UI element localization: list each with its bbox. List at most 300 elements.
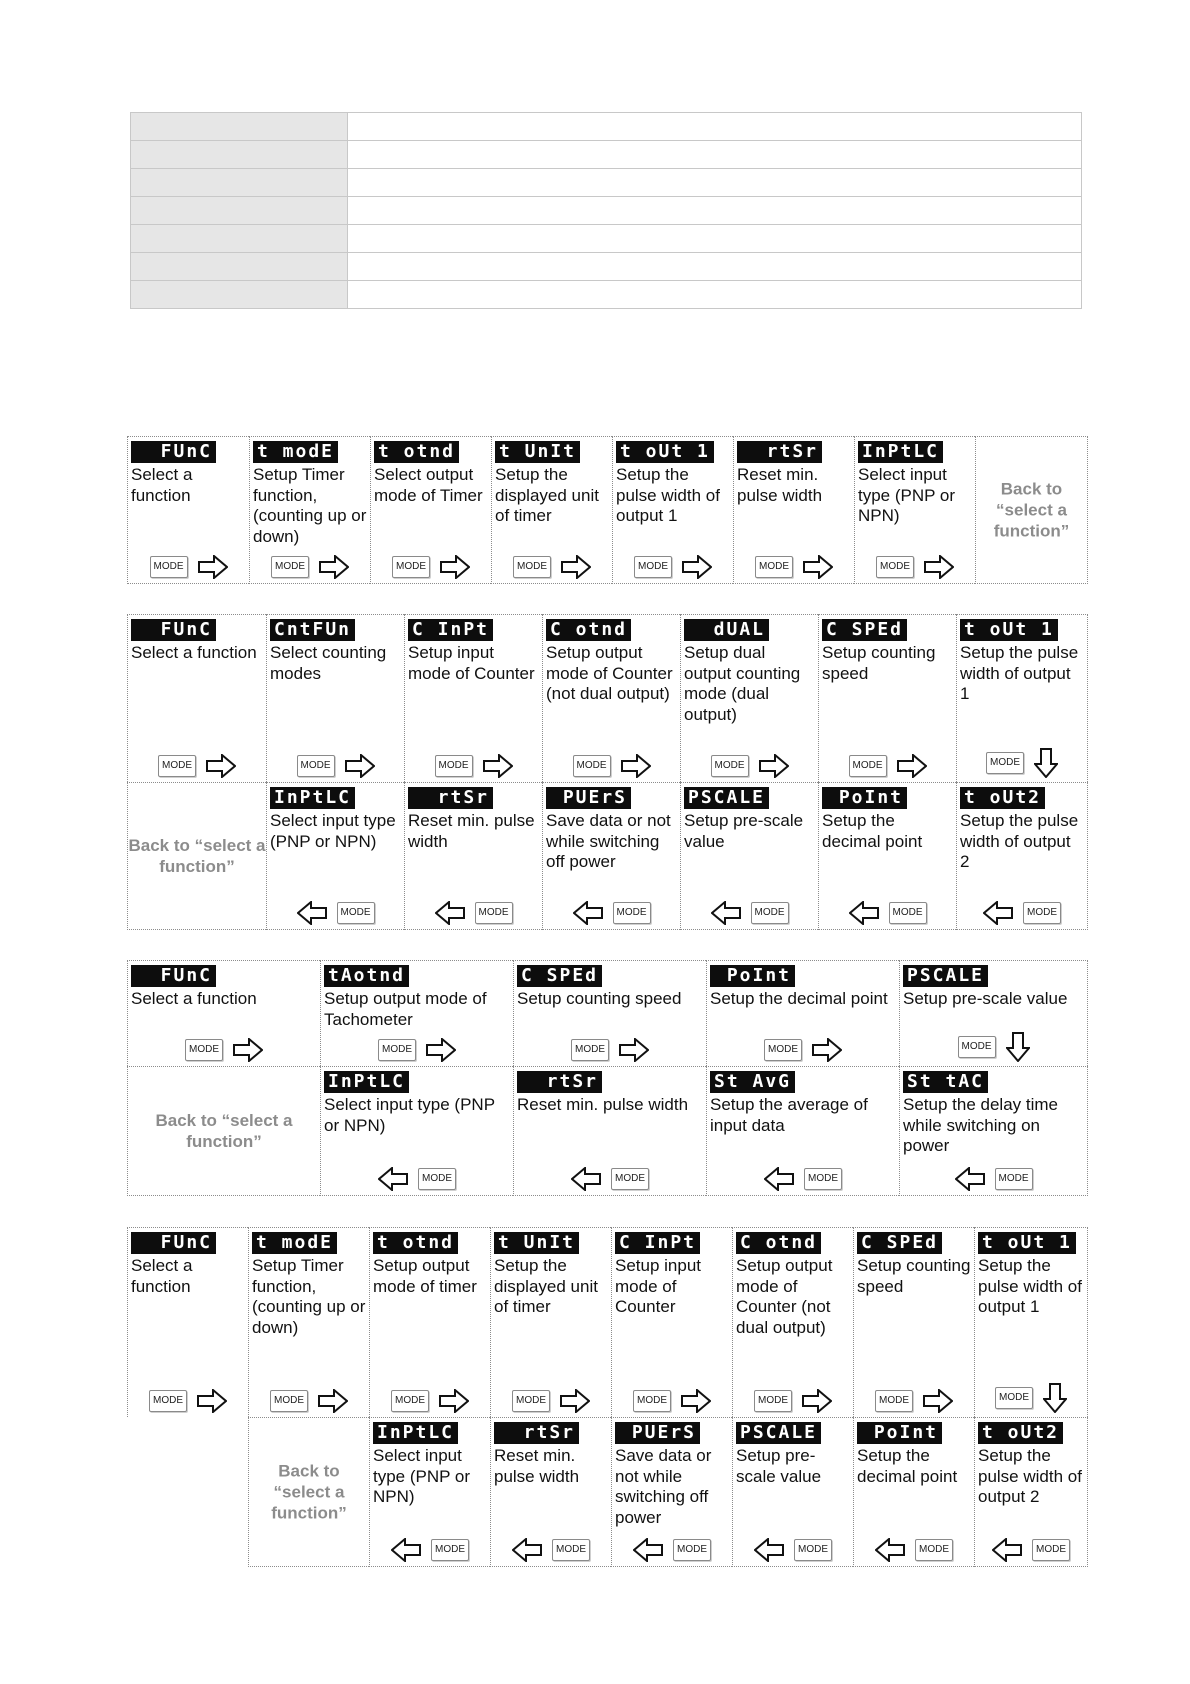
top-table-row <box>131 141 1082 169</box>
lcd-display: InPtLC <box>270 787 355 809</box>
arrow-right-icon <box>924 555 954 579</box>
step-description: Select a function <box>131 643 257 662</box>
arrow-left-icon <box>875 1538 905 1562</box>
flow-step <box>899 1066 1088 1196</box>
flow-step <box>853 1227 974 1417</box>
step-description: Setup dual output counting mode (dual output) <box>684 643 801 724</box>
arrow-left-icon <box>711 901 741 925</box>
mode-button[interactable]: MODE <box>418 1168 456 1190</box>
mode-button[interactable]: MODE <box>794 1539 832 1561</box>
mode-control <box>819 901 956 925</box>
arrow-left-icon <box>573 901 603 925</box>
mode-button[interactable]: MODE <box>889 902 927 924</box>
top-table-value-cell <box>348 141 1082 169</box>
top-table-row <box>131 197 1082 225</box>
arrow-left-icon <box>992 1538 1022 1562</box>
flow-step <box>680 782 818 930</box>
lcd-display: St tAC <box>903 1071 988 1093</box>
flow-step <box>974 1227 1088 1417</box>
lcd-display: PUErS <box>546 787 631 809</box>
step-description: Setup the decimal point <box>710 989 888 1008</box>
top-table-value-cell <box>348 253 1082 281</box>
lcd-display: InPtLC <box>373 1422 458 1444</box>
flow-step <box>956 614 1088 782</box>
back-to-select-function-text: Back to “select a function” <box>128 836 266 876</box>
flow-step <box>818 782 956 930</box>
step-description: Setup the pulse width of output 2 <box>978 1446 1082 1506</box>
mode-button[interactable]: MODE <box>552 1539 590 1561</box>
mode-control <box>681 901 818 925</box>
empty-cell <box>127 1417 248 1567</box>
mode-control <box>370 1538 490 1562</box>
mode-button[interactable]: MODE <box>755 556 793 578</box>
mode-button[interactable]: MODE <box>150 556 188 578</box>
lcd-display: C SPEd <box>517 965 602 987</box>
arrow-left-icon <box>435 901 465 925</box>
flow-step <box>899 960 1088 1066</box>
flow-step <box>404 614 542 782</box>
back-to-select-function-step <box>127 782 266 930</box>
arrow-right-icon <box>621 754 651 778</box>
flow-step <box>680 614 818 782</box>
mode-control <box>491 1538 611 1562</box>
mode-control <box>267 754 404 778</box>
flow-row <box>127 960 1088 1066</box>
mode-control <box>957 748 1087 778</box>
arrow-right-icon <box>759 754 789 778</box>
mode-control <box>543 901 680 925</box>
mode-button[interactable]: MODE <box>513 556 551 578</box>
step-description: Setup the displayed unit of timer <box>495 465 599 525</box>
lcd-display: InPtLC <box>324 1071 409 1093</box>
mode-button[interactable]: MODE <box>271 556 309 578</box>
mode-control <box>734 555 854 579</box>
lcd-display: FUnC <box>131 965 216 987</box>
flow-row <box>127 436 1088 584</box>
lcd-display: t modE <box>252 1232 337 1254</box>
lcd-display: t otnd <box>373 1232 458 1254</box>
arrow-right-icon <box>197 1389 227 1413</box>
step-description: Setup the pulse width of output 1 <box>960 643 1079 703</box>
mode-button[interactable]: MODE <box>875 1390 913 1412</box>
mode-button[interactable]: MODE <box>149 1390 187 1412</box>
arrow-left-icon <box>391 1538 421 1562</box>
mode-control <box>267 901 404 925</box>
mode-button[interactable]: MODE <box>512 1390 550 1412</box>
flow-step <box>513 1066 706 1196</box>
flow-step <box>127 614 266 782</box>
lcd-display: rtSr <box>494 1422 579 1444</box>
flow-step <box>248 1227 369 1417</box>
flow-step <box>369 1227 490 1417</box>
lcd-display: C InPt <box>615 1232 700 1254</box>
arrow-left-icon <box>983 901 1013 925</box>
arrow-right-icon <box>682 555 712 579</box>
step-description: Setup the pulse width of output 2 <box>960 811 1079 871</box>
flow-step <box>956 782 1088 930</box>
step-description: Select input type (PNP or NPN) <box>324 1095 495 1135</box>
step-description: Setup output mode of Counter (not dual output) <box>546 643 673 703</box>
arrow-right-icon <box>803 555 833 579</box>
mode-control <box>819 754 956 778</box>
step-description: Setup pre-scale value <box>903 989 1068 1008</box>
mode-control <box>707 1038 899 1062</box>
flow-step <box>706 960 899 1066</box>
arrow-right-icon <box>923 1389 953 1413</box>
arrow-right-icon <box>426 1038 456 1062</box>
flow-step <box>974 1417 1088 1567</box>
flow-row <box>127 1227 1088 1417</box>
flow-step <box>127 1227 248 1417</box>
top-table-key-cell <box>131 197 348 225</box>
counter-function-flow-diagram <box>127 614 1088 930</box>
mode-control <box>612 1389 732 1413</box>
arrow-left-icon <box>297 901 327 925</box>
lcd-display: t UnIt <box>494 1232 579 1254</box>
flow-row <box>127 1417 1088 1567</box>
lcd-display: PSCALE <box>684 787 769 809</box>
mode-control <box>405 901 542 925</box>
flow-step <box>854 436 975 584</box>
top-table-value-cell <box>348 197 1082 225</box>
mode-button[interactable]: MODE <box>337 902 375 924</box>
step-description: Select a function <box>131 465 193 505</box>
lcd-display: rtSr <box>737 441 822 463</box>
mode-control <box>733 1389 853 1413</box>
mode-button[interactable]: MODE <box>995 1168 1033 1190</box>
lcd-display: t oUt 1 <box>978 1232 1076 1254</box>
arrow-left-icon <box>512 1538 542 1562</box>
lcd-display: t oUt2 <box>978 1422 1063 1444</box>
mode-control <box>128 1389 248 1413</box>
arrow-right-icon <box>681 1389 711 1413</box>
arrow-right-icon <box>897 754 927 778</box>
flow-step <box>127 436 249 584</box>
mode-control <box>492 555 612 579</box>
mode-button[interactable]: MODE <box>673 1539 711 1561</box>
mode-button[interactable]: MODE <box>764 1039 802 1061</box>
flow-step <box>513 960 706 1066</box>
step-description: Select input type (PNP or NPN) <box>858 465 956 525</box>
top-table-key-cell <box>131 113 348 141</box>
arrow-down-icon <box>1034 748 1058 778</box>
mode-control <box>491 1389 611 1413</box>
mode-button[interactable]: MODE <box>754 1390 792 1412</box>
arrow-left-icon <box>571 1167 601 1191</box>
step-description: Setup the pulse width of output 1 <box>978 1256 1082 1316</box>
step-description: Select input type (PNP or NPN) <box>270 811 396 851</box>
mode-button[interactable]: MODE <box>571 1039 609 1061</box>
mode-control <box>681 754 818 778</box>
top-table-key-cell <box>131 281 348 309</box>
lcd-display: PSCALE <box>903 965 988 987</box>
step-description: Select output mode of Timer <box>374 465 483 505</box>
arrow-right-icon <box>560 1389 590 1413</box>
step-description: Setup pre-scale value <box>684 811 804 851</box>
arrow-left-icon <box>633 1538 663 1562</box>
mode-control <box>900 1167 1087 1191</box>
mode-button[interactable]: MODE <box>435 755 473 777</box>
top-blank-table <box>130 112 1082 309</box>
lcd-display: tAotnd <box>324 965 409 987</box>
arrow-right-icon <box>318 1389 348 1413</box>
mode-control <box>855 555 975 579</box>
step-description: Setup input mode of Counter <box>408 643 535 683</box>
flow-step <box>127 960 320 1066</box>
step-description: Select a function <box>131 989 257 1008</box>
mode-button[interactable]: MODE <box>915 1539 953 1561</box>
step-description: Select counting modes <box>270 643 387 683</box>
lcd-display: PoInt <box>822 787 907 809</box>
step-description: Setup output mode of Counter (not dual output) <box>736 1256 833 1337</box>
flow-step <box>266 782 404 930</box>
step-description: Setup output mode of timer <box>373 1256 477 1296</box>
arrow-right-icon <box>198 555 228 579</box>
mode-control <box>975 1538 1087 1562</box>
back-to-select-function-text: Back to “select a function” <box>271 1461 347 1523</box>
mode-control <box>370 1389 490 1413</box>
lcd-display: t oUt2 <box>960 787 1045 809</box>
arrow-right-icon <box>561 555 591 579</box>
mode-button[interactable]: MODE <box>378 1039 416 1061</box>
mode-button[interactable]: MODE <box>475 902 513 924</box>
arrow-right-icon <box>439 1389 469 1413</box>
step-description: Setup the decimal point <box>857 1446 958 1486</box>
step-description: Setup the decimal point <box>822 811 923 851</box>
lcd-display: dUAL <box>684 619 769 641</box>
arrow-left-icon <box>378 1167 408 1191</box>
lcd-display: t modE <box>253 441 338 463</box>
mode-button[interactable]: MODE <box>297 755 335 777</box>
flow-row <box>127 782 1088 930</box>
mode-control <box>321 1167 513 1191</box>
step-description: Setup counting speed <box>857 1256 971 1296</box>
lcd-display: PUErS <box>615 1422 700 1444</box>
step-description: Reset min. pulse width <box>408 811 535 851</box>
arrow-right-icon <box>345 754 375 778</box>
step-description: Setup input mode of Counter <box>615 1256 702 1316</box>
flow-step <box>732 1417 853 1567</box>
flow-step <box>490 1417 611 1567</box>
top-table-key-cell <box>131 141 348 169</box>
arrow-left-icon <box>764 1167 794 1191</box>
arrow-right-icon <box>802 1389 832 1413</box>
mode-control <box>854 1389 974 1413</box>
step-description: Setup counting speed <box>517 989 682 1008</box>
flow-step <box>249 436 370 584</box>
lcd-display: FUnC <box>131 441 216 463</box>
mode-control <box>613 555 733 579</box>
flow-step <box>612 436 733 584</box>
flow-step <box>818 614 956 782</box>
mode-button[interactable]: MODE <box>634 556 672 578</box>
step-description: Select a function <box>131 1256 193 1296</box>
top-table-value-cell <box>348 225 1082 253</box>
mode-control <box>900 1032 1087 1062</box>
mode-button[interactable]: MODE <box>270 1390 308 1412</box>
mode-control <box>733 1538 853 1562</box>
mode-control <box>128 754 266 778</box>
arrow-down-icon <box>1006 1032 1030 1062</box>
mode-control <box>250 555 370 579</box>
step-description: Setup Timer function, (counting up or down) <box>253 465 367 546</box>
back-to-select-function-step <box>127 1066 320 1196</box>
top-table-value-cell <box>348 281 1082 309</box>
mode-button[interactable]: MODE <box>1032 1539 1070 1561</box>
lcd-display: rtSr <box>408 787 493 809</box>
lcd-display: rtSr <box>517 1071 602 1093</box>
back-to-select-function-text: Back to “select a function” <box>155 1111 293 1151</box>
mode-button[interactable]: MODE <box>804 1168 842 1190</box>
step-description: Setup pre-scale value <box>736 1446 822 1486</box>
mode-button[interactable]: MODE <box>995 1387 1033 1409</box>
step-description: Select input type (PNP or NPN) <box>373 1446 471 1506</box>
mode-control <box>405 754 542 778</box>
flow-step <box>320 1066 513 1196</box>
arrow-right-icon <box>440 555 470 579</box>
step-description: Setup the displayed unit of timer <box>494 1256 598 1316</box>
mode-button[interactable]: MODE <box>751 902 789 924</box>
step-description: Reset min. pulse width <box>494 1446 580 1486</box>
step-description: Reset min. pulse width <box>737 465 823 505</box>
lcd-display: C otnd <box>736 1232 821 1254</box>
top-table-key-cell <box>131 253 348 281</box>
lcd-display: PoInt <box>710 965 795 987</box>
lcd-display: FUnC <box>131 619 216 641</box>
flow-step <box>542 782 680 930</box>
arrow-right-icon <box>619 1038 649 1062</box>
top-table-row <box>131 169 1082 197</box>
flow-step <box>732 1227 853 1417</box>
flow-step <box>320 960 513 1066</box>
step-description: Setup the average of input data <box>710 1095 868 1135</box>
flow-step <box>542 614 680 782</box>
flow-step <box>611 1227 732 1417</box>
back-to-select-function-step <box>248 1417 369 1567</box>
mode-button[interactable]: MODE <box>431 1539 469 1561</box>
lcd-display: C SPEd <box>822 619 907 641</box>
mode-control <box>612 1538 732 1562</box>
lcd-display: t oUt 1 <box>960 619 1058 641</box>
lcd-display: PoInt <box>857 1422 942 1444</box>
flow-step <box>490 1227 611 1417</box>
top-table-row <box>131 113 1082 141</box>
top-table-row <box>131 281 1082 309</box>
flow-step <box>611 1417 732 1567</box>
mode-button[interactable]: MODE <box>392 556 430 578</box>
mode-control <box>957 901 1087 925</box>
mode-button[interactable]: MODE <box>876 556 914 578</box>
lcd-display: t UnIt <box>495 441 580 463</box>
mode-button[interactable]: MODE <box>849 755 887 777</box>
top-table-key-cell <box>131 169 348 197</box>
mode-control <box>543 754 680 778</box>
step-description: Setup the pulse width of output 1 <box>616 465 720 525</box>
step-description: Setup the delay time while switching on power <box>903 1095 1058 1155</box>
mode-button[interactable]: MODE <box>185 1039 223 1061</box>
lcd-display: C SPEd <box>857 1232 942 1254</box>
arrow-right-icon <box>812 1038 842 1062</box>
lcd-display: t oUt 1 <box>616 441 714 463</box>
mode-button[interactable]: MODE <box>958 1036 996 1058</box>
step-description: Setup Timer function, (counting up or down) <box>252 1256 366 1337</box>
flow-step <box>706 1066 899 1196</box>
step-description: Reset min. pulse width <box>517 1095 689 1114</box>
flow-step <box>733 436 854 584</box>
step-description: Setup counting speed <box>822 643 936 683</box>
lcd-display: PSCALE <box>736 1422 821 1444</box>
lcd-display: FUnC <box>131 1232 216 1254</box>
mode-control <box>321 1038 513 1062</box>
flow-row <box>127 614 1088 782</box>
arrow-left-icon <box>754 1538 784 1562</box>
arrow-right-icon <box>483 754 513 778</box>
timer-counter-function-flow-diagram <box>127 1227 1088 1567</box>
lcd-display: CntFUn <box>270 619 355 641</box>
mode-control <box>371 555 491 579</box>
arrow-right-icon <box>233 1038 263 1062</box>
mode-control <box>249 1389 369 1413</box>
step-description: Save data or not while switching off power <box>615 1446 712 1527</box>
lcd-display: St AvG <box>710 1071 795 1093</box>
mode-control <box>514 1038 706 1062</box>
arrow-down-icon <box>1043 1383 1067 1413</box>
back-to-select-function-text: Back to “select a function” <box>993 479 1070 541</box>
flow-step <box>370 436 491 584</box>
flow-step <box>266 614 404 782</box>
arrow-right-icon <box>206 754 236 778</box>
arrow-left-icon <box>849 901 879 925</box>
mode-control <box>707 1167 899 1191</box>
mode-control <box>975 1383 1087 1413</box>
mode-button[interactable]: MODE <box>611 1168 649 1190</box>
mode-button[interactable]: MODE <box>613 902 651 924</box>
mode-button[interactable]: MODE <box>986 752 1024 774</box>
flow-step <box>491 436 612 584</box>
top-table-value-cell <box>348 169 1082 197</box>
mode-button[interactable]: MODE <box>1023 902 1061 924</box>
top-table-row <box>131 225 1082 253</box>
flow-row <box>127 1066 1088 1196</box>
mode-control <box>854 1538 974 1562</box>
top-table-key-cell <box>131 225 348 253</box>
mode-button[interactable]: MODE <box>158 755 196 777</box>
timer-function-flow-diagram <box>127 436 1088 584</box>
lcd-display: C otnd <box>546 619 631 641</box>
top-table-body <box>131 113 1082 309</box>
mode-button[interactable]: MODE <box>633 1390 671 1412</box>
tachometer-function-flow-diagram <box>127 960 1088 1196</box>
mode-control <box>128 1038 320 1062</box>
flow-step <box>369 1417 490 1567</box>
back-to-select-function-step <box>975 436 1088 584</box>
arrow-left-icon <box>955 1167 985 1191</box>
flow-step <box>404 782 542 930</box>
mode-control <box>514 1167 706 1191</box>
top-table-value-cell <box>348 113 1082 141</box>
top-table-row <box>131 253 1082 281</box>
mode-button[interactable]: MODE <box>573 755 611 777</box>
arrow-right-icon <box>319 555 349 579</box>
lcd-display: C InPt <box>408 619 493 641</box>
lcd-display: InPtLC <box>858 441 943 463</box>
mode-button[interactable]: MODE <box>711 755 749 777</box>
flow-step <box>853 1417 974 1567</box>
lcd-display: t otnd <box>374 441 459 463</box>
mode-button[interactable]: MODE <box>391 1390 429 1412</box>
mode-control <box>128 555 249 579</box>
step-description: Setup output mode of Tachometer <box>324 989 487 1029</box>
